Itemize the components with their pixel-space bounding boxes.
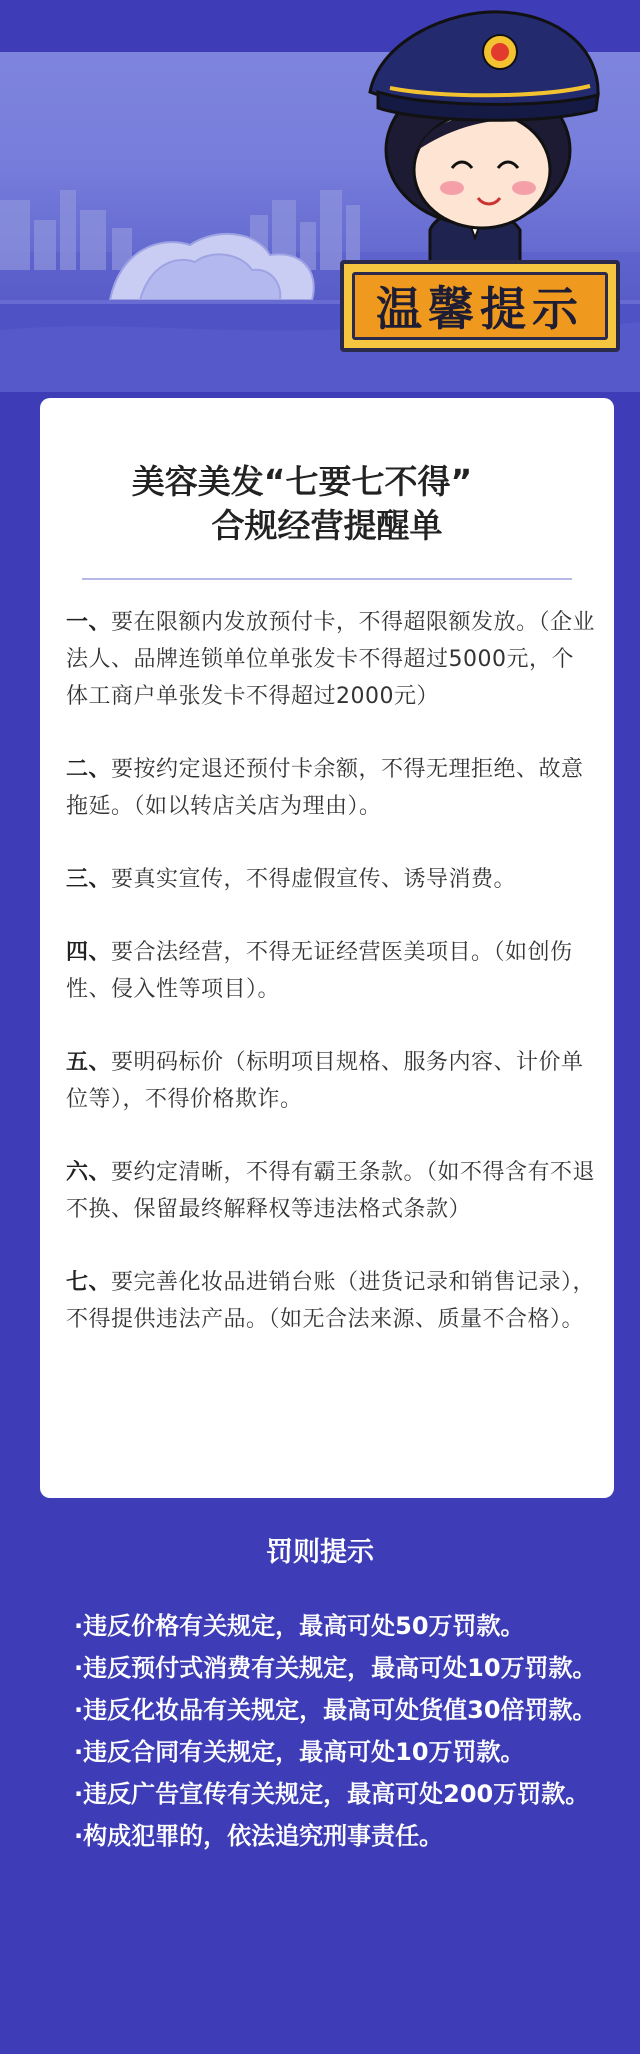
card-title <box>40 460 614 548</box>
warm-tip-label: 温馨提示 <box>352 272 608 340</box>
rule-item-7 <box>66 1264 596 1338</box>
rule-text: 要在限额内发放预付卡，不得超限额发放。（企业法人、品牌连锁单位单张发卡不得超过5000元，个体工商户单张发卡不得超过2000元） <box>66 610 596 709</box>
penalty-item: ·违反广告宣传有关规定，最高可处200万罚款。 <box>74 1780 590 1808</box>
rule-item-1 <box>66 604 596 715</box>
rule-list <box>66 604 596 1374</box>
rule-text: 要约定清晰，不得有霸王条款。（如不得含有不退不换、保留最终解释权等违法格式条款） <box>66 1160 596 1222</box>
penalty-item: ·违反价格有关规定，最高可处50万罚款。 <box>74 1612 525 1640</box>
rule-text: 要完善化妆品进销台账（进货记录和销售记录），不得提供违法产品。（如无合法来源、质量不合格）。 <box>66 1270 596 1332</box>
rule-item-5 <box>66 1044 596 1118</box>
warm-tip-sign <box>340 260 620 352</box>
rule-number: 四、 <box>66 940 112 965</box>
penalty-list <box>74 1605 624 1857</box>
penalty-item: ·构成犯罪的，依法追究刑事责任。 <box>74 1822 444 1850</box>
rule-item-3 <box>66 861 596 898</box>
rule-number: 一、 <box>66 610 112 635</box>
rule-item-2 <box>66 751 596 825</box>
rule-number: 七、 <box>66 1270 112 1295</box>
rule-item-6 <box>66 1154 596 1228</box>
rule-number: 五、 <box>66 1050 112 1075</box>
character-illustration <box>370 12 598 262</box>
rule-text: 要明码标价（标明项目规格、服务内容、计价单位等），不得价格欺诈。 <box>66 1050 584 1112</box>
rule-text: 要按约定退还预付卡余额，不得无理拒绝、故意拖延。（如以转店关店为理由）。 <box>66 757 584 819</box>
header-banner <box>0 0 640 392</box>
rule-text: 要真实宣传，不得虚假宣传、诱导消费。 <box>111 867 517 892</box>
rule-text: 要合法经营，不得无证经营医美项目。（如创伤性、侵入性等项目）。 <box>66 940 573 1002</box>
penalty-item: ·违反预付式消费有关规定，最高可处10万罚款。 <box>74 1654 597 1682</box>
title-divider <box>82 578 572 580</box>
penalty-item: ·违反合同有关规定，最高可处10万罚款。 <box>74 1738 525 1766</box>
rule-number: 二、 <box>66 757 112 782</box>
penalty-item: ·违反化妆品有关规定，最高可处货值30倍罚款。 <box>74 1696 597 1724</box>
penalty-title: 罚则提示 <box>266 1537 374 1568</box>
rule-number: 三、 <box>66 867 112 892</box>
rule-number: 六、 <box>66 1160 112 1185</box>
card-title-line1: 美容美发“七要七不得” <box>131 462 473 501</box>
reminder-card <box>40 398 614 1498</box>
rule-item-4 <box>66 934 596 1008</box>
card-title-line2: 合规经营提醒单 <box>211 506 443 545</box>
